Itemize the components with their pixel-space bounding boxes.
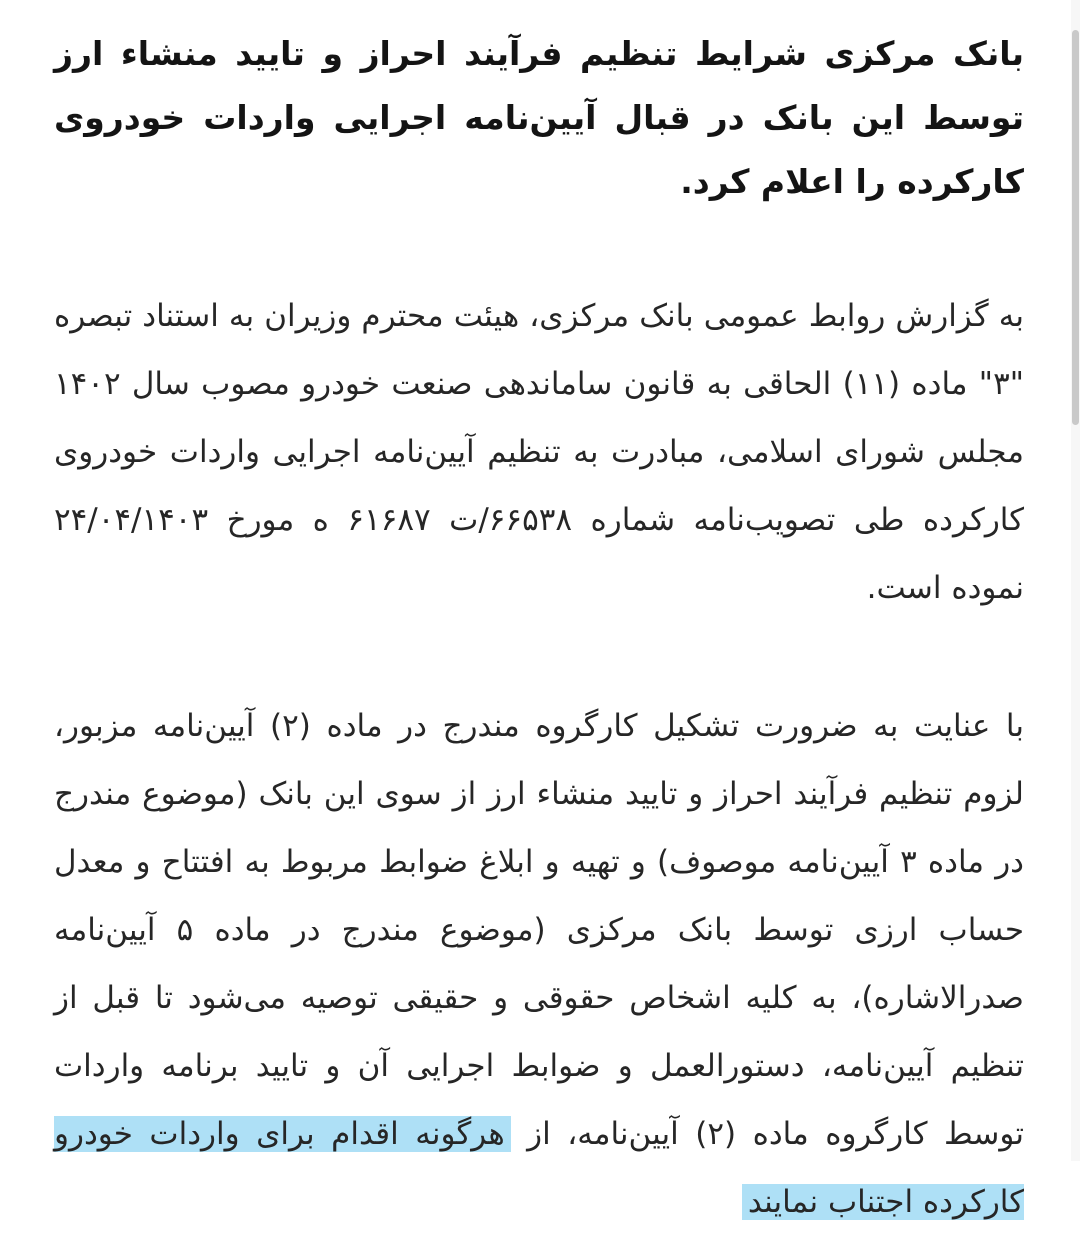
article-paragraph-1: به گزارش روابط عمومی بانک مرکزی، هیئت محترم وزیران به استناد تبصره "۳" ماده (۱۱) الحاقی به قانون ساماندهی صنعت خودرو مصوب سال ۱۴۰۲ مجلس شورای اسلامی، مبادرت به تنظیم آیین‌نامه اجرایی واردات خودروی کارکرده طی تصویب‌نامه شماره ۶۶۵۳۸/ت ۶۱۶۸۷ ه مورخ ۲۴/۰۴/۱۴۰۳ نموده است. <box>54 298 1024 606</box>
article-lead: بانک مرکزی شرایط تنظیم فرآیند احراز و تایید منشاء ارز توسط این بانک در قبال آیین‌نامه اجرایی واردات خودروی کارکرده را اعلام کرد. <box>54 34 1024 201</box>
highlighted-text: هرگونه اقدام برای واردات خودرو کارکرده اجتناب نمایند <box>54 1116 1024 1220</box>
scrollbar-thumb[interactable] <box>1072 30 1079 425</box>
scrollbar[interactable] <box>1071 0 1080 1161</box>
article-paragraph-2 <box>54 692 1024 1236</box>
article-body <box>54 22 1024 1236</box>
article-paragraph-2-text: با عنایت به ضرورت تشکیل کارگروه مندرج در ماده (۲) آیین‌نامه مزبور، لزوم تنظیم فرآیند احراز و تایید منشاء ارز از سوی این بانک (موضوع مندرج در ماده ۳ آیین‌نامه موصوف) و تهیه و ابلاغ ضوابط مربوط به افتتاح و معدل حساب ارزی توسط بانک مرکزی (موضوع مندرج در ماده ۵ آیین‌نامه صدرالاشاره)، به کلیه اشخاص حقوقی و حقیقی توصیه می‌شود تا قبل از تنظیم آیین‌نامه، دستورالعمل و ضوابط اجرایی آن و تایید برنامه واردات توسط کارگروه ماده (۲) آیین‌نامه، از <box>54 708 1024 1152</box>
